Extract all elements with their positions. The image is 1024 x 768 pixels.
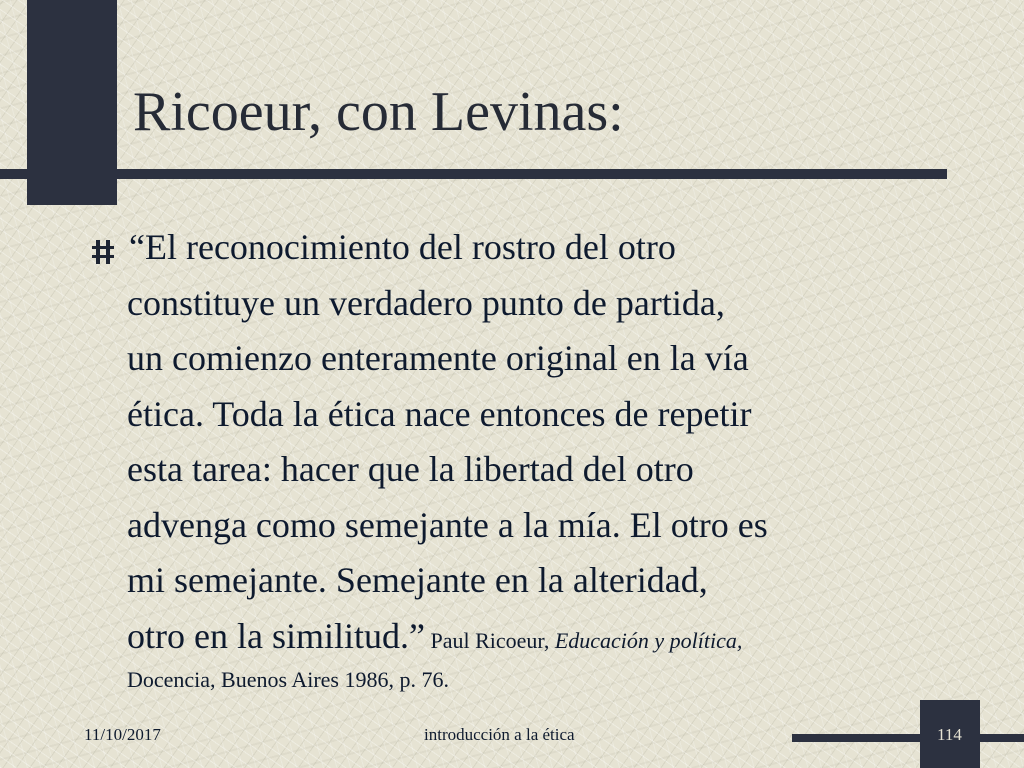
citation-author: Paul Ricoeur, (424, 627, 555, 653)
quote-line: esta tarea: hacer que la libertad del otro (127, 449, 694, 489)
quote-line: “El reconocimiento del rostro del otro (129, 227, 676, 267)
quote-line: un comienzo enteramente original en la vía (127, 338, 749, 378)
quote-line-text: otro en la similitud.” (127, 615, 425, 656)
footer-rule (792, 734, 1024, 742)
page-number: 114 (937, 725, 962, 744)
quote-line: constituye un verdadero punto de partida, (127, 282, 725, 323)
citation-publisher: Docencia, Buenos Aires 1986, p. 76. (127, 667, 449, 692)
footer-date: 11/10/2017 (84, 725, 161, 744)
quote-line: mi semejante. Semejante en la alteridad, (127, 560, 708, 600)
citation-work: Educación y política, (554, 627, 743, 653)
quote-line: ética. Toda la ética nace entonces de repetir (127, 393, 752, 434)
hash-bullet-icon (92, 240, 114, 264)
quote-text (127, 220, 947, 694)
quote-line: advenga como semejante a la mía. El otro es (127, 504, 768, 545)
quote-line-final (127, 609, 947, 669)
title-rule (0, 169, 947, 179)
footer-title: introducción a la ética (424, 725, 575, 744)
slide-title: Ricoeur, con Levinas: (133, 81, 624, 143)
